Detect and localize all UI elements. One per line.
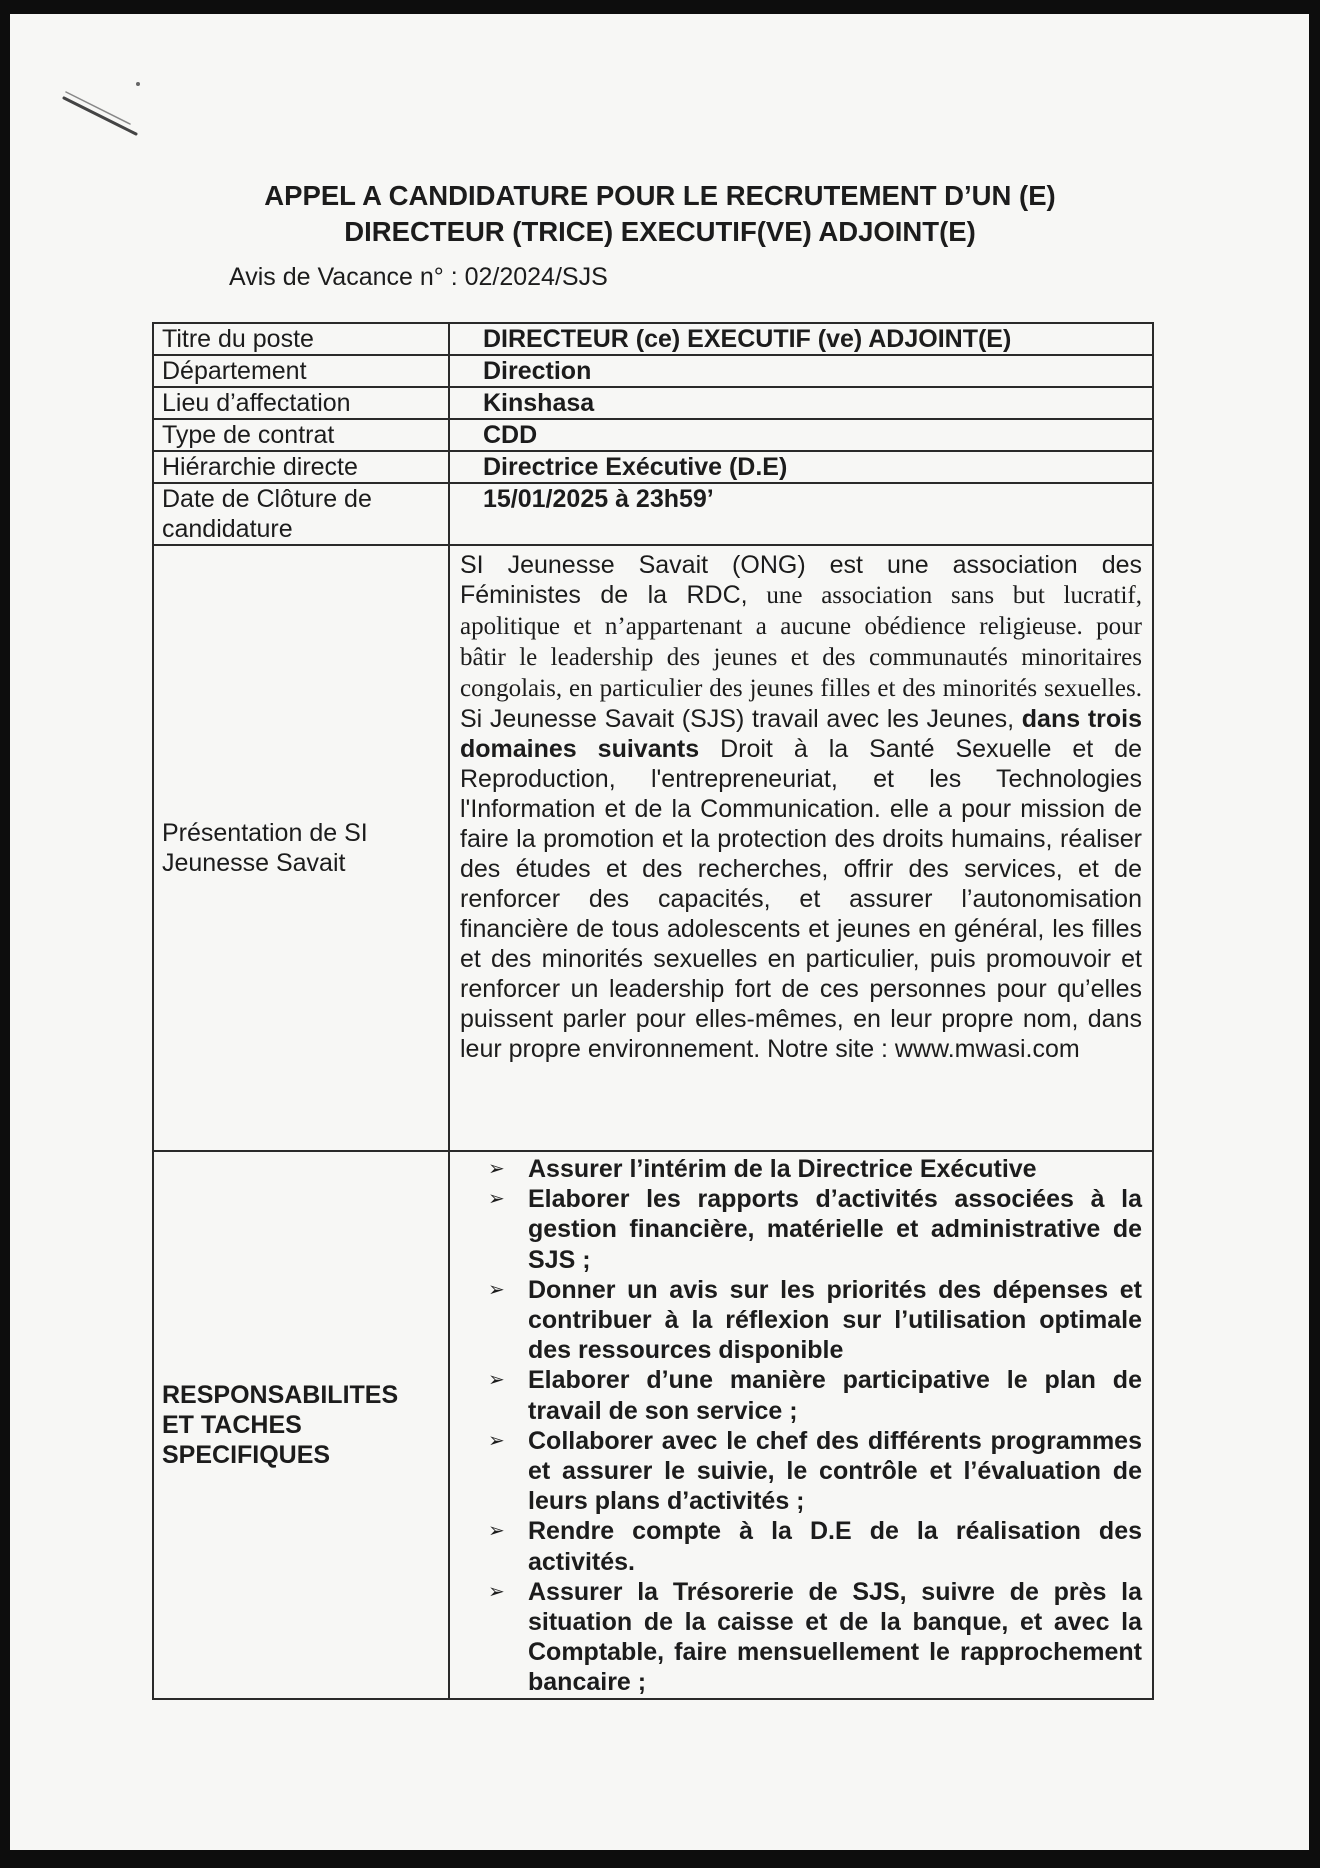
row-value: CDD [449,419,1153,451]
arrow-bullet-icon: ➢ [488,1158,505,1180]
row-value: Direction [449,355,1153,387]
task-text: Elaborer les rapports d’activités associées à la gestion financière, matérielle et administrative de SJS ; [528,1185,1142,1274]
arrow-bullet-icon: ➢ [488,1580,505,1603]
task-text: Rendre compte à la D.E de la réalisation des activités. [528,1517,1142,1576]
presentation-seg4: dans trois domaines suivants [460,705,1142,763]
arrow-bullet-icon: ➢ [488,1369,505,1392]
table-row [153,387,1153,419]
row-value: Directrice Exécutive (D.E) [449,451,1153,483]
task-text: Assurer la Trésorerie de SJS, suivre de près la situation de la caisse et de la banque, et avec la Comptable, faire mensuellement le rapprochement bancaire ; [528,1577,1142,1697]
row-value: 15/01/2025 à 23h59’ [449,483,1153,545]
presentation-row [153,545,1153,1151]
row-label: Lieu d’affectation [153,387,449,419]
row-value: DIRECTEUR (ce) EXECUTIF (ve) ADJOINT(E) [449,323,1153,355]
list-item [488,1426,1142,1517]
staple-mark [58,80,148,150]
table-row [153,323,1153,355]
list-item [488,1184,1142,1275]
presentation-seg5: Droit à la Santé Sexuelle et de Reproduction, l'entrepreneuriat, et les Technologies l'Information et de la Communication. elle a pour mission de faire la promotion et la protection des droits humains, réaliser des études et des recherches, offrir des services, et de renforcer des capacités, et assurer l’autonomisation financière de tous adolescents et jeunes en général, les filles et des minorités sexuelles en particulier, puis promouvoir et renforcer un leadership fort de ces personnes pour qu’elles puissent parler pour elles-mêmes, en leur propre nom, dans leur propre environnement. Notre site : www.mwasi.com [460,735,1142,1063]
table-row [153,451,1153,483]
responsibilities-cell [449,1151,1153,1699]
row-value: Kinshasa [449,387,1153,419]
presentation-label [153,545,449,1151]
presentation-text [449,545,1153,1151]
task-text: Elaborer d’une manière participative le plan de travail de son service ; [528,1366,1142,1425]
row-label: Type de contrat [153,419,449,451]
task-text: Assurer l’intérim de la Directrice Exécutive [528,1155,1037,1183]
job-info-table [152,322,1154,1700]
row-label: Hiérarchie directe [153,451,449,483]
list-item [488,1577,1142,1698]
table-row [153,419,1153,451]
responsibilities-label-text: RESPONSABILITES ET TACHES SPECIFIQUES [162,1380,399,1469]
task-list [460,1154,1142,1698]
title-line-2: DIRECTEUR (TRICE) EXECUTIF(VE) ADJOINT(E) [344,216,976,247]
presentation-seg3: Si Jeunesse Savait (SJS) travail avec les Jeunes, [460,705,1022,733]
document-page [10,14,1309,1850]
row-label: Date de Clôture de candidature [153,483,449,545]
arrow-bullet-icon: ➢ [488,1429,505,1452]
list-item [488,1365,1142,1425]
list-item [488,1516,1142,1576]
list-item [488,1154,1142,1184]
responsibilities-label [153,1151,449,1699]
row-label: Département [153,355,449,387]
row-label: Titre du poste [153,323,449,355]
page-title [10,178,1309,250]
vacancy-notice: Avis de Vacance n° : 02/2024/SJS [229,263,608,291]
presentation-label-text: Présentation de SI Jeunesse Savait [162,819,368,877]
responsibilities-row [153,1151,1153,1699]
arrow-bullet-icon: ➢ [488,1278,505,1301]
table-row [153,483,1153,545]
title-line-1: APPEL A CANDIDATURE POUR LE RECRUTEMENT D’UN (E) [264,180,1056,211]
table-row [153,355,1153,387]
arrow-bullet-icon: ➢ [488,1188,505,1211]
arrow-bullet-icon: ➢ [488,1520,505,1543]
task-text: Collaborer avec le chef des différents programmes et assurer le suivie, le contrôle et l’évaluation de leurs plans d’activités ; [528,1426,1142,1516]
list-item [488,1275,1142,1366]
task-text: Donner un avis sur les priorités des dépenses et contribuer à la réflexion sur l’utilisation optimale des ressources disponible [528,1275,1142,1365]
presentation-seg2: une association sans but lucratif, apolitique et n’appartenant a aucune obédience religieuse. pour bâtir le leadership des jeunes et des communautés minoritaires congolais, en particulier des jeunes filles et des minorités sexuelles. [460,582,1142,702]
presentation-seg1: SI Jeunesse Savait (ONG) est une association des Féministes de la RDC, [460,551,1142,609]
